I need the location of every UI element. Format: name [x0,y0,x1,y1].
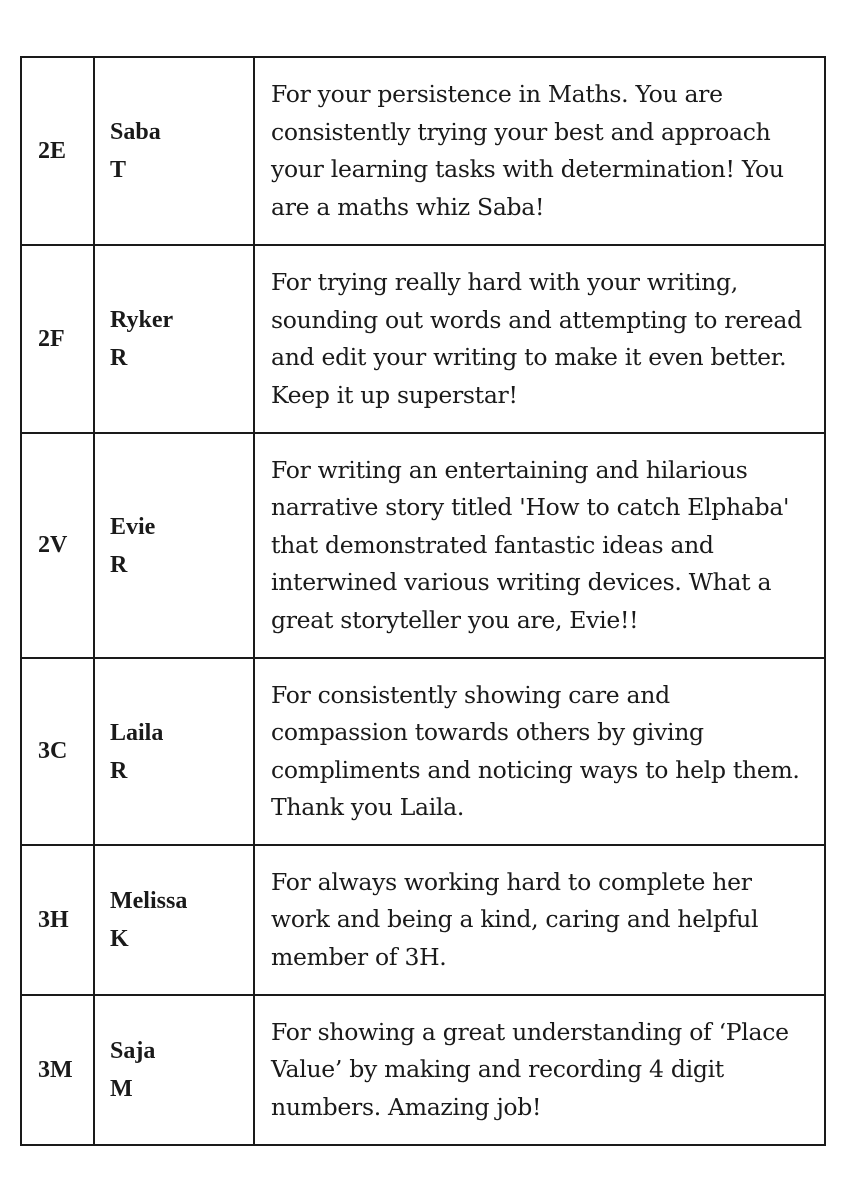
student-last-initial: R [110,757,128,784]
student-first-name: Evie [110,513,156,540]
class-cell: 2V [21,433,94,658]
student-last-initial: T [110,157,127,183]
class-cell: 2E [21,57,94,245]
class-cell: 3H [21,845,94,995]
student-first-name: Saja [110,1038,156,1064]
awards-table [20,56,826,1146]
student-name-cell [94,658,254,845]
class-cell: 2F [21,245,94,433]
student-last-initial: M [110,1076,133,1102]
class-cell: 3M [21,995,94,1145]
award-description: For your persistence in Maths. You are consistently trying your best and approach your learning tasks with determination! You are a maths whiz Saba! [254,57,825,245]
award-row [21,245,825,433]
award-row [21,658,825,845]
award-description: For showing a great understanding of ‘Place Value’ by making and recording 4 digit numbers. Amazing job! [254,995,825,1145]
student-first-name: Melissa [110,888,188,914]
award-row [21,57,825,245]
student-name-cell [94,995,254,1145]
student-first-name: Laila [110,719,164,746]
student-name-cell [94,433,254,658]
award-description: For writing an entertaining and hilarious narrative story titled 'How to catch Elphaba' that demonstrated fantastic ideas and interwined various writing devices. What a great storyteller you are, Evie!! [254,433,825,658]
student-last-initial: R [110,345,128,371]
student-first-name: Ryker [110,307,174,333]
class-cell: 3C [21,658,94,845]
award-description: For trying really hard with your writing, sounding out words and attempting to reread and edit your writing to make it even better. Keep it up superstar! [254,245,825,433]
student-last-initial: K [110,926,129,952]
award-description: For consistently showing care and compassion towards others by giving compliments and noticing ways to help them. Thank you Laila. [254,658,825,845]
student-name-cell [94,845,254,995]
student-name-cell [94,57,254,245]
award-row [21,845,825,995]
award-row [21,995,825,1145]
student-last-initial: R [110,551,128,578]
award-row [21,433,825,658]
award-description: For always working hard to complete her work and being a kind, caring and helpful member of 3H. [254,845,825,995]
student-first-name: Saba [110,119,161,145]
student-name-cell [94,245,254,433]
